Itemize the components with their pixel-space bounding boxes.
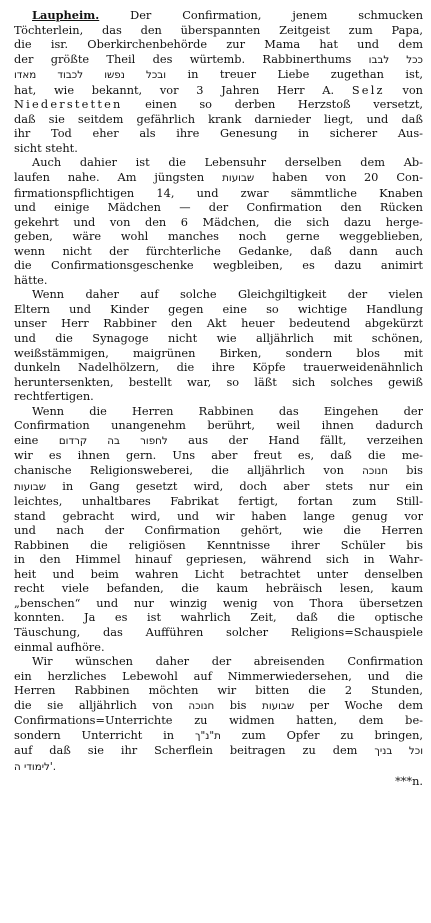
article-line: chanische Religionsweberei, die alljährlich von חנוכה bis [14, 462, 423, 477]
dateline-laupheim: Laupheim. [32, 8, 100, 22]
article-line: daß sie seitdem gefährlich krank darnieder liegt, und daß [14, 111, 423, 126]
paragraph-5 [14, 654, 423, 774]
article-line: Täuschung, das Aufführen solcher Religions=Schauspiele [14, 624, 423, 639]
article-line: stand gebracht wird, und wir haben lange genug vor [14, 508, 423, 523]
article-line: und die Synagoge nicht wie alljährlich mit schönen, [14, 331, 423, 346]
place-niederstetten: Niederstetten [14, 97, 123, 112]
article-line: Confirmation unangenehm berührt, weil ihnen dadurch [14, 418, 423, 433]
article-line: auf daß sie ihr Scherflein beitragen zu dem וכל בניך [14, 743, 423, 758]
article-line: dunkeln Nadelhölzern, die ihre Köpfe trauerweidenähnlich [14, 360, 423, 375]
article-line: leichtes, unhaltbares Fabrikat fertigt, fortan zum Still- [14, 494, 423, 509]
article-line: in den Himmel hinauf gepriesen, während sich in Wahr- [14, 552, 423, 567]
article-line: wir es ihnen gern. Uns aber freut es, daß die me- [14, 448, 423, 463]
article-line: Auch dahier ist die Lebensuhr derselben dem Ab- [32, 155, 423, 170]
article-line: wenn nicht der fürchterliche Gedanke, daß dann auch [14, 243, 423, 258]
article-line: Laupheim. Der Confirmation, jenem schmucken [32, 8, 423, 22]
article-line: Töchterlein, das den überspannten Zeitgeist zum Papa, [14, 22, 423, 37]
article-line: Rabbinen die religiösen Kenntnisse ihrer Schüler bis [14, 537, 423, 552]
article-line: recht viele befanden, die kaum hebräisch lesen, kaum [14, 581, 423, 596]
hebrew-word: חנוכה [362, 464, 388, 477]
article-line: heruntersenkten, bestellt war, so läßt sich solches gewiß [14, 374, 423, 389]
article-line: unser Herr Rabbiner den Akt heuer bedeutend abgekürzt [14, 316, 423, 331]
hebrew-phrase: וכל בניך [374, 745, 423, 758]
article-line: ihr Tod eher als ihre Genesung in sicherer Aus- [14, 126, 423, 141]
hebrew-word: ת"נ"ך [194, 729, 221, 742]
article-line: laufen nahe. Am jüngsten שבועות haben von 20 Con- [14, 170, 423, 185]
article-line: ein herzliches Lebewohl auf Nimmerwiedersehen, und die [14, 668, 423, 683]
article-line: „benschen“ und nur winzig wenig von Thora übersetzen [14, 595, 423, 610]
article-line: und nach der Confirmation gehört, wie die Herren [14, 523, 423, 538]
article-line: Niederstetten einen so derben Herzstoß versetzt, [14, 97, 423, 112]
article-line: weißstämmigen, maigrünen Birken, sondern blos mit [14, 345, 423, 360]
article-line: hat, wie bekannt, vor 3 Jahren Herr A. Selz von [14, 82, 423, 97]
article-line: ובכל נפשו לכבוד מאדו in treuer Liebe zugethan ist, [14, 67, 423, 82]
article-line: und einige Mädchen — der Confirmation den Rücken [14, 200, 423, 215]
hebrew-phrase: לימודי ה'. [14, 760, 56, 773]
name-selz: Selz [351, 82, 385, 97]
article-line [14, 759, 423, 775]
article-line: die sie alljährlich von חנוכה bis שבועות per Woche dem [14, 697, 423, 712]
paragraph-4 [14, 404, 423, 654]
article-line: שבועות in Gang gesetzt wird, doch aber stets nur ein [14, 478, 423, 493]
article-line: Herren Rabbinen möchten wir bitten die 2 Stunden, [14, 683, 423, 698]
article-line: Wenn die Herren Rabbinen das Eingehen der [32, 403, 423, 418]
hebrew-word: חנוכה [188, 699, 215, 712]
hebrew-phrase: לחפור בה קרדום [58, 434, 168, 447]
article-line: firmationspflichtigen 14, und zwar sämmtliche Knaben [14, 185, 423, 200]
article-line: die Confirmationsgeschenke wegbleiben, es dazu animirt [14, 258, 423, 273]
article-line: einmal aufhöre. [14, 639, 105, 654]
article-line: sondern Unterricht in ת"נ"ך zum Opfer zu bringen, [14, 727, 423, 742]
article-line: die isr. Oberkirchenbehörde zur Mama hat und dem [14, 37, 423, 52]
article-line: der größte Theil des würtemb. Rabbinerthums ככל לבבו [14, 51, 423, 66]
article-line: geben, wäre wohl manches noch gerne weggeblieben, [14, 229, 423, 244]
paragraph-2 [14, 155, 423, 287]
article-line: konnten. Ja es ist wahrlich Zeit, daß die optische [14, 610, 423, 625]
article-line: hätte. [14, 272, 48, 287]
article-line: rechtfertigen. [14, 389, 94, 404]
hebrew-word: שבועות [14, 480, 47, 493]
article-line: sicht steht. [14, 140, 78, 155]
hebrew-phrase: ובכל נפשו לכבוד מאדו [14, 69, 167, 82]
signature: ***n. [395, 774, 423, 789]
article-line: Confirmations=Unterrichte zu widmen hatten, dem be- [14, 713, 423, 728]
hebrew-phrase: ככל לבבו [368, 53, 423, 66]
article-line: eine לחפור בה קרדום aus der Hand fällt, verzeihen [14, 432, 423, 447]
hebrew-word: שבועות [222, 172, 255, 185]
paragraph-1 [14, 8, 423, 155]
article-line: Eltern und Kinder gegen eine so wichtige Handlung [14, 301, 423, 316]
article-line: Wenn daher auf solche Gleichgiltigkeit der vielen [32, 287, 423, 302]
article-line: gekehrt und von den 6 Mädchen, die sich dazu herge- [14, 214, 423, 229]
hebrew-word: שבועות [262, 699, 295, 712]
paragraph-3 [14, 287, 423, 403]
article-line: heit und beim wahren Licht betrachtet unter denselben [14, 566, 423, 581]
article-line: Wir wünschen daher der abreisenden Confirmation [32, 654, 423, 669]
